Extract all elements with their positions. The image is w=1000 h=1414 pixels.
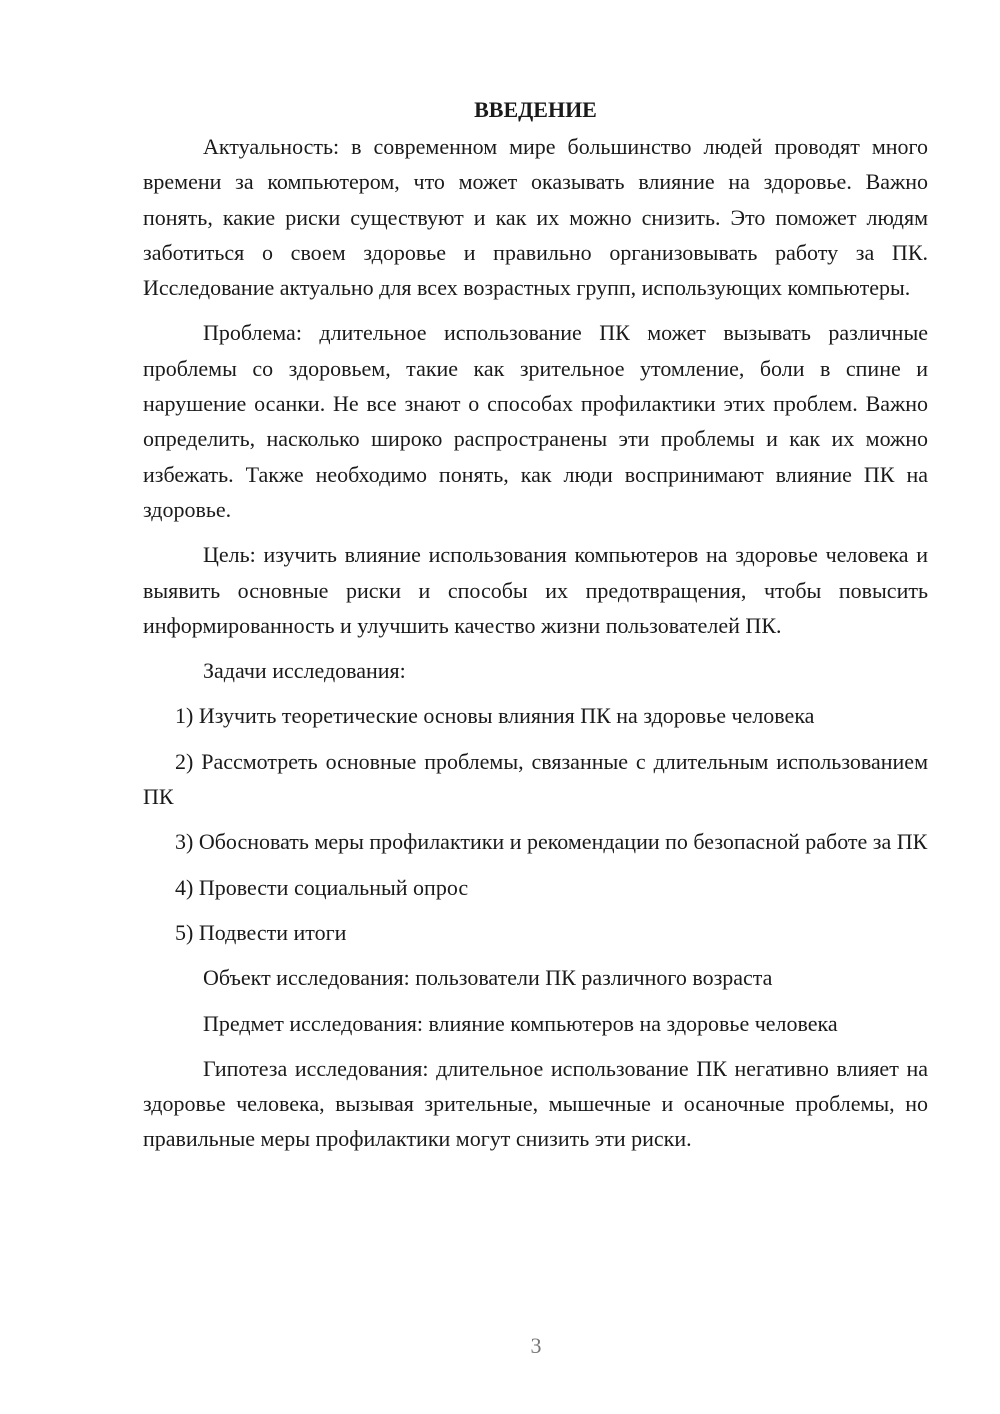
section-title: ВВЕДЕНИЕ bbox=[474, 97, 597, 122]
document-page bbox=[143, 92, 928, 1167]
task-item: 4) Провести социальный опрос bbox=[175, 874, 469, 900]
task-item: 2) Рассмотреть основные проблемы, связанные с длительным использованием ПК bbox=[143, 748, 928, 810]
tasks-heading: Задачи исследования: bbox=[203, 658, 406, 684]
task-item: 3) Обосновать меры профилактики и рекомендации по безопасной работе за ПК bbox=[175, 829, 928, 855]
relevance-paragraph: Актуальность: в современном мире большинство людей проводят много времени за компьютером, что может оказывать влияние на здоровье. Важно понять, какие риски существуют и как их можно снизить. Это поможет людям заботиться о своем здоровье и правильно организовывать работу за ПК. Исследование актуально для всех возрастных групп, использующих компьютеры. bbox=[143, 134, 928, 301]
hypothesis-paragraph: Гипотеза исследования: длительное использование ПК негативно влияет на здоровье человека, вызывая зрительные, мышечные и осаночные проблемы, но правильные меры профилактики могут снизить эти риски. bbox=[143, 1055, 928, 1152]
task-item: 1) Изучить теоретические основы влияния ПК на здоровье человека bbox=[175, 703, 815, 729]
task-item: 5) Подвести итоги bbox=[175, 919, 347, 945]
goal-paragraph: Цель: изучить влияние использования компьютеров на здоровье человека и выявить основные риски и способы их предотвращения, чтобы повысить информированность и улучшить качество жизни пользователей ПК. bbox=[143, 542, 928, 638]
subject-paragraph: Предмет исследования: влияние компьютеров на здоровье человека bbox=[203, 1010, 838, 1036]
problem-paragraph: Проблема: длительное использование ПК может вызывать различные проблемы со здоровьем, такие как зрительное утомление, боли в спине и нарушение осанки. Не все знают о способах профилактики этих проблем. Важно определить, насколько широко распространены эти проблемы и как их можно избежать. Также необходимо понять, как люди воспринимают влияние ПК на здоровье. bbox=[143, 320, 928, 522]
page-number: 3 bbox=[530, 1333, 542, 1358]
object-paragraph: Объект исследования: пользователи ПК различного возраста bbox=[203, 965, 773, 991]
